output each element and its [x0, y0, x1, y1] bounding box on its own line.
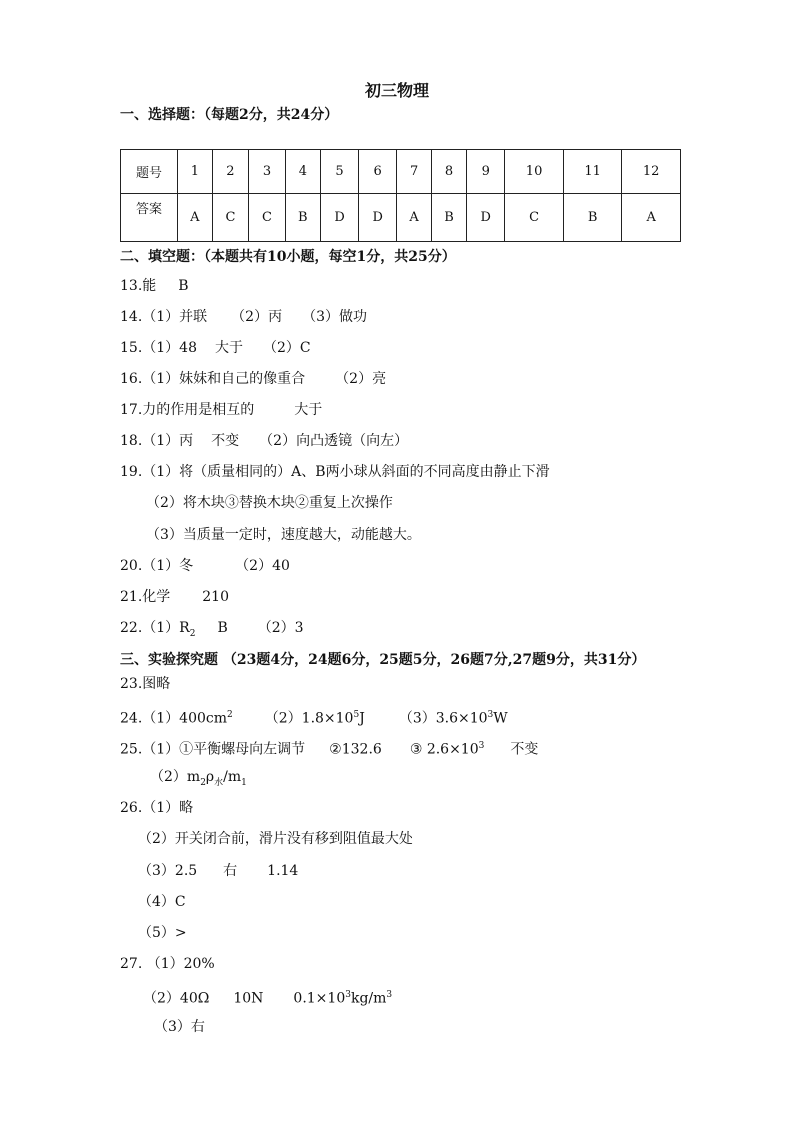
answer-14 [120, 308, 367, 326]
answer-text: （2）亮 [335, 371, 387, 387]
answer-24 [120, 706, 508, 728]
answer-text: （3）3.6×10 [398, 710, 488, 727]
answer-26-line3 [138, 862, 298, 880]
answer-27-line1: 27. （1）20% [120, 956, 215, 972]
answer-26-line5: （5）> [138, 925, 187, 941]
answer-text: 25.（1）①平衡螺母向左调节 [120, 741, 306, 758]
table-cell: A [397, 194, 432, 242]
superscript: 3 [487, 710, 494, 720]
table-cell: D [359, 194, 397, 242]
table-label-answer: 答案 [121, 194, 178, 242]
table-cell: 5 [320, 150, 358, 194]
answer-13 [120, 277, 189, 295]
table-cell: C [505, 194, 564, 242]
table-cell: B [431, 194, 466, 242]
table-row-answers [121, 194, 681, 242]
answer-19-line1: 19.（1）将（质量相同的）A、B两小球从斜面的不同高度由静止下滑 [120, 464, 550, 480]
table-cell: 3 [249, 150, 286, 194]
answer-text: kg/m [350, 990, 387, 1007]
answer-table [120, 149, 681, 242]
answer-26-line4: （4）C [138, 894, 186, 910]
table-cell: C [249, 194, 286, 242]
answer-text: （2）1.8×10 [264, 710, 354, 727]
answer-text: （2）C [263, 340, 311, 356]
answer-text: ρ [205, 769, 215, 785]
answer-text: 13.能 [120, 278, 157, 294]
answer-text: 17.力的作用是相互的 [120, 402, 255, 418]
table-cell: 6 [359, 150, 397, 194]
table-cell: 1 [178, 150, 213, 194]
page-title: 初三物理 [364, 81, 429, 100]
superscript: 2 [227, 710, 233, 720]
table-cell: D [320, 194, 358, 242]
table-cell: 12 [622, 150, 681, 194]
answer-19-line3: （3）当质量一定时，速度越大，动能越大。 [146, 527, 421, 543]
table-cell: 8 [431, 150, 466, 194]
superscript: 3 [386, 990, 393, 1000]
answer-text: （3）2.5 [138, 863, 198, 879]
subscript: 2 [200, 777, 206, 788]
table-cell: 4 [285, 150, 320, 194]
table-cell: A [178, 194, 213, 242]
answer-text: （3）做功 [302, 309, 368, 325]
answer-text: （2）m [150, 769, 201, 785]
superscript: 3 [345, 990, 351, 1000]
answer-16 [120, 370, 386, 388]
table-cell: 2 [212, 150, 249, 194]
answer-text: （2）40Ω [143, 990, 210, 1007]
table-row-numbers [121, 150, 681, 194]
answer-text: （2）40 [235, 558, 290, 574]
answer-text: J [359, 710, 365, 727]
answer-15 [120, 339, 311, 357]
answer-22 [120, 619, 304, 643]
answer-text: 右 [223, 863, 238, 879]
answer-text: 210 [202, 589, 229, 605]
answer-text: B [217, 620, 228, 636]
answer-text: ③ 2.6×10 [409, 741, 479, 758]
answer-text: 不变 [211, 433, 240, 449]
subscript: 1 [241, 777, 247, 788]
superscript: 3 [478, 741, 485, 751]
table-cell: 7 [397, 150, 432, 194]
table-cell: B [563, 194, 622, 242]
answer-text: 14.（1）并联 [120, 309, 208, 325]
answer-21 [120, 588, 229, 606]
answer-25-line1 [120, 737, 538, 759]
answer-text: 22.（1）R [120, 620, 190, 636]
answer-27-line3: （3）右 [154, 1019, 205, 1035]
answer-text: 18.（1）丙 [120, 433, 194, 449]
table-cell: 11 [563, 150, 622, 194]
table-cell: D [467, 194, 505, 242]
answer-text: 10N [233, 990, 264, 1007]
table-cell: A [622, 194, 681, 242]
answer-19-line2: （2）将木块③替换木块②重复上次操作 [146, 495, 393, 511]
table-cell: 10 [505, 150, 564, 194]
answer-text: （2）3 [257, 620, 304, 636]
answer-text: /m [223, 769, 242, 785]
table-cell: 9 [467, 150, 505, 194]
answer-26-line2: （2）开关闭合前，滑片没有移到阻值最大处 [138, 831, 413, 847]
answer-text: B [178, 278, 189, 294]
answer-text: W [493, 710, 508, 727]
answer-text: （2）丙 [231, 309, 283, 325]
table-label-number: 题号 [121, 150, 178, 194]
table-cell: B [285, 194, 320, 242]
subscript: 2 [189, 628, 196, 639]
section2-heading: 二、填空题：（本题共有10小题，每空1分，共25分） [120, 249, 456, 265]
answer-17 [120, 401, 322, 419]
table-cell: C [212, 194, 249, 242]
answer-text: 24.（1）400cm [120, 710, 228, 727]
answer-27-line2 [143, 986, 392, 1008]
answer-text: 不变 [510, 741, 539, 758]
answer-18 [120, 432, 408, 450]
subscript: 水 [214, 777, 224, 788]
answer-25-line2 [150, 768, 247, 792]
answer-text: 0.1×10 [293, 990, 346, 1007]
superscript: 5 [353, 710, 360, 720]
answer-20 [120, 557, 290, 575]
answer-text: 大于 [294, 402, 323, 418]
answer-text: 16.（1）妹妹和自己的像重合 [120, 371, 306, 387]
answer-26-line1: 26.（1）略 [120, 800, 194, 816]
answer-text: 20.（1）冬 [120, 558, 194, 574]
answer-text: 大于 [215, 340, 243, 356]
section3-heading: 三、实验探究题 （23题4分，24题6分，25题5分，26题7分,27题9分，共31分） [120, 652, 646, 668]
answer-text: ②132.6 [329, 741, 382, 758]
answer-text: （2）向凸透镜（向左） [259, 433, 409, 449]
answer-text: 1.14 [267, 863, 299, 879]
section1-heading: 一、选择题：（每题2分，共24分） [120, 107, 339, 123]
answer-text: 21.化学 [120, 589, 171, 605]
answer-text: 15.（1）48 [120, 340, 197, 356]
answer-23: 23.图略 [120, 676, 171, 692]
